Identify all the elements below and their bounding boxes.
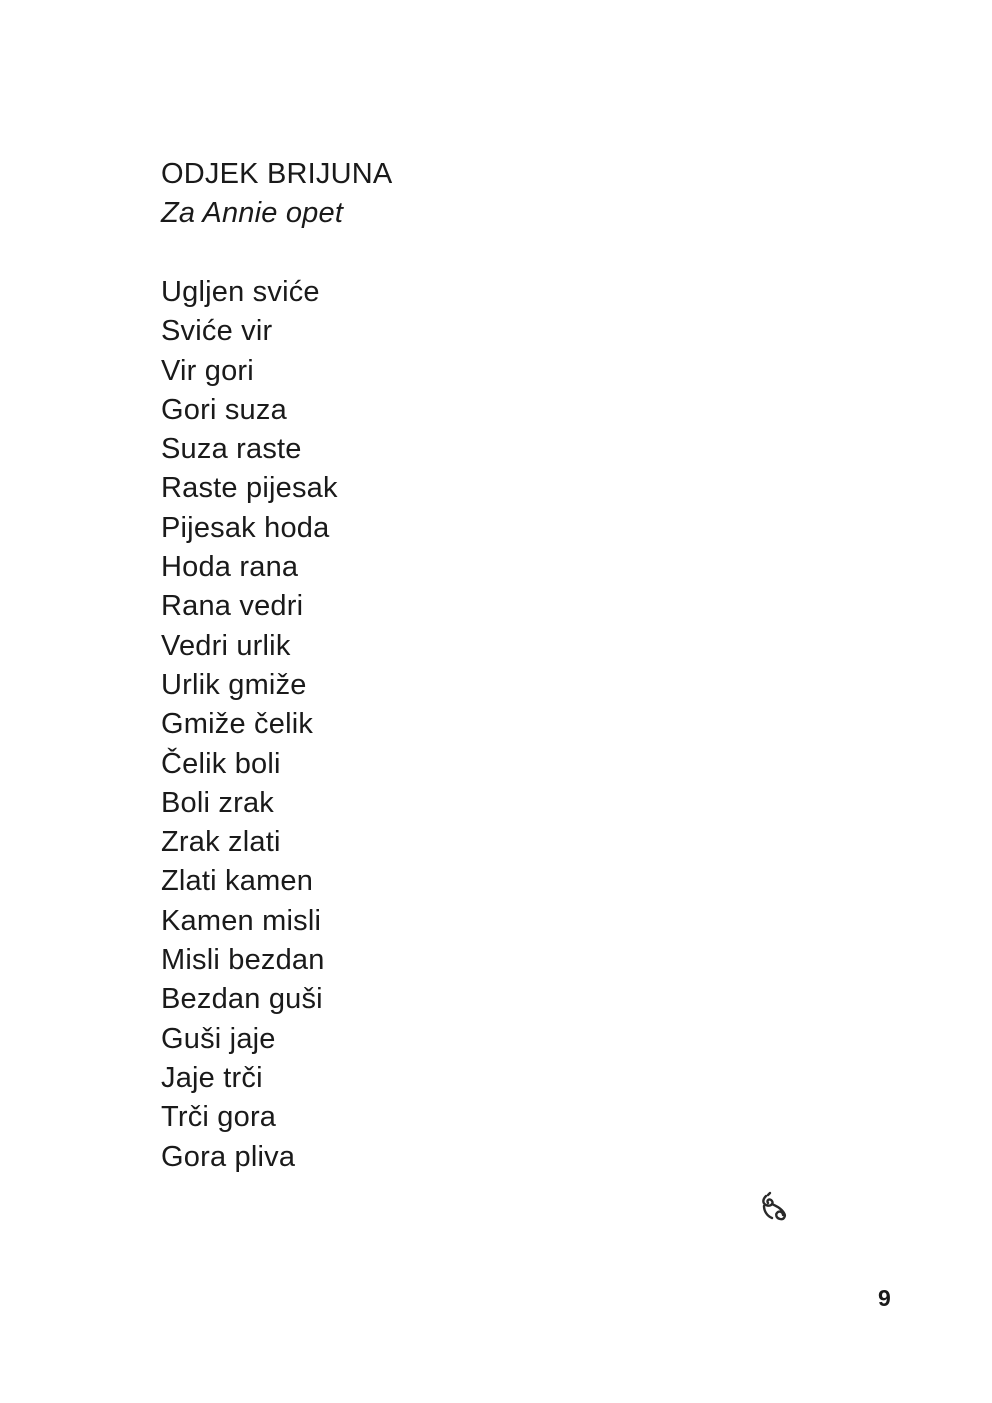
poem-line: Čelik boli — [161, 747, 281, 780]
poem-line: Pijesak hoda — [161, 511, 330, 544]
poem-line: Raste pijesak — [161, 472, 338, 505]
poem-line: Gori suza — [161, 393, 287, 426]
poem-line: Zlati kamen — [161, 865, 314, 898]
poem-line: Hoda rana — [161, 551, 299, 584]
poem — [161, 155, 721, 1177]
poem-line: Jaje trči — [161, 1061, 263, 1094]
poem-line: Sviće vir — [161, 315, 273, 348]
poem-line: Kamen misli — [161, 904, 322, 937]
flourish-ornament-icon — [757, 1190, 793, 1226]
poem-line: Vedri urlik — [161, 629, 291, 662]
poem-line: Misli bezdan — [161, 944, 325, 977]
poem-line: Bezdan guši — [161, 983, 323, 1016]
poem-line: Urlik gmiže — [161, 668, 307, 701]
poem-line: Zrak zlati — [161, 826, 281, 859]
poem-line: Ugljen sviće — [161, 276, 320, 308]
poem-title: ODJEK BRIJUNA — [161, 158, 393, 190]
poem-line: Boli zrak — [161, 786, 274, 819]
poem-line: Suza raste — [161, 433, 302, 466]
poem-lines — [161, 273, 721, 1177]
poem-line: Gora pliva — [161, 1140, 296, 1173]
poem-line: Vir gori — [161, 354, 254, 387]
poem-line: Rana vedri — [161, 590, 304, 623]
poem-line: Trči gora — [161, 1101, 277, 1134]
page-number: 9 — [878, 1285, 891, 1311]
poem-line: Gmiže čelik — [161, 708, 314, 741]
poem-dedication: Za Annie opet — [161, 197, 344, 229]
poem-line: Guši jaje — [161, 1022, 276, 1055]
